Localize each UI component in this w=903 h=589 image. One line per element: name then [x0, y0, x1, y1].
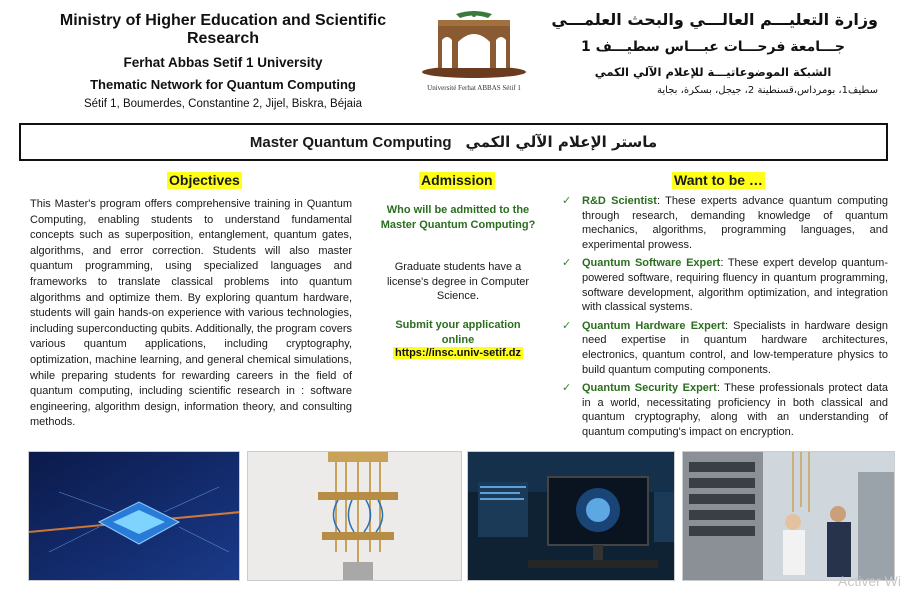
admission-heading: Admission	[421, 172, 493, 188]
checkmark-icon: ✓	[562, 382, 572, 395]
university-logo	[416, 10, 532, 92]
ministry-title-ar: وزارة التعليـــم العالـــي والبحث العلمـــي	[551, 10, 878, 29]
list-item	[562, 381, 888, 439]
career-role: Quantum Hardware Expert	[582, 319, 725, 332]
list-item	[562, 194, 888, 252]
checkmark-icon: ✓	[562, 319, 572, 332]
career-role: Quantum Security Expert	[582, 382, 717, 395]
want-heading: Want to be …	[674, 172, 763, 188]
list-item	[562, 319, 888, 377]
career-desc: : These experts advance quantum computing through research, demanding knowledge of quantum mechanics, algorithms, programming languages, and experimental prowess.	[582, 195, 888, 251]
network-name-ar: الشبكة الموضوعاتيـــة للإعلام الآلي الكمي	[594, 65, 832, 79]
watermark-text: Activer Wi	[838, 573, 901, 589]
developer-workstation-image	[467, 451, 675, 581]
cities-en: Sétif 1, Boumerdes, Constantine 2, Jijel, Biskra, Béjaia	[83, 98, 363, 110]
career-role: Quantum Software Expert	[582, 257, 721, 270]
application-link-text[interactable]: https://insc.univ-setif.dz	[395, 347, 521, 359]
objectives-text: This Master's program offers comprehensive training in Quantum Computing, enabling students to understand fundamental concepts such as superposition, entanglement, quantum gates, algorithms, and error correction. Students will also master quantum programming, using specialized languages and frameworks to translate classical problems into quantum algorithms and optimize them. By exploring quantum hardware, students will gain hands-on experience with various technologies, including superconducting qubits. Additionally, the program covers various quantum applications, including cryptography, optimization, machine learning, and general chemical simulations, while preparing students for rewarding careers in the field of quantum computing, including scientific research in : software engineering, algorithm design, information theory, and consulting methods.	[30, 198, 352, 429]
list-item	[562, 256, 888, 314]
checkmark-icon: ✓	[562, 195, 572, 207]
application-link[interactable]	[378, 346, 538, 361]
career-desc: : These professionals protect data in a world, necessitating proficiency in both classical and quantum cryptography, along with an understanding of quantum computing's impact on encryption.	[582, 382, 888, 438]
program-title-ar: ماستر الإعلام الآلي الكمي	[465, 133, 658, 151]
career-desc: : These expert develop quantum-powered software, requiring fluency in quantum programming, software development, algorithm optimization, and integration with classical systems.	[582, 257, 889, 314]
career-list	[562, 194, 888, 444]
career-role: R&D Scientist	[582, 195, 657, 207]
submit-online-label: Submit your application online	[395, 319, 521, 346]
ministry-title-en: Ministry of Higher Education and Scientific Research	[59, 12, 387, 47]
header-right	[548, 10, 878, 96]
objectives-heading: Objectives	[169, 172, 240, 188]
quantum-computer-image	[247, 451, 462, 581]
program-title-en: Master Quantum Computing	[249, 133, 452, 151]
logo-caption: Université Ferhat ABBAS Sétif 1	[427, 84, 521, 92]
university-name-en: Ferhat Abbas Setif 1 University	[123, 55, 323, 70]
quantum-chip-image	[28, 451, 240, 581]
cities-ar: سطيف1، بومرداس،قسنطينة 2، جيجل، بسكرة، بجاية	[657, 85, 878, 96]
program-banner	[19, 123, 888, 161]
university-name-ar: جـــامعة فرحـــات عبـــاس سطيـــف 1	[580, 39, 845, 55]
lab-researchers-image	[682, 451, 895, 581]
career-desc: : Specialists in hardware design need expertise in quantum hardware architectures, electronics, quantum control, and low-temperature physics to build quantum computing components.	[582, 319, 888, 376]
admission-question: Who will be admitted to the Master Quantum Computing?	[380, 204, 536, 231]
network-name-en: Thematic Network for Quantum Computing	[90, 77, 356, 92]
header-left	[28, 12, 418, 110]
admission-answer: Graduate students have a license's degree in Computer Science.	[386, 261, 530, 302]
arch-logo-icon	[416, 10, 532, 82]
checkmark-icon: ✓	[562, 257, 572, 270]
